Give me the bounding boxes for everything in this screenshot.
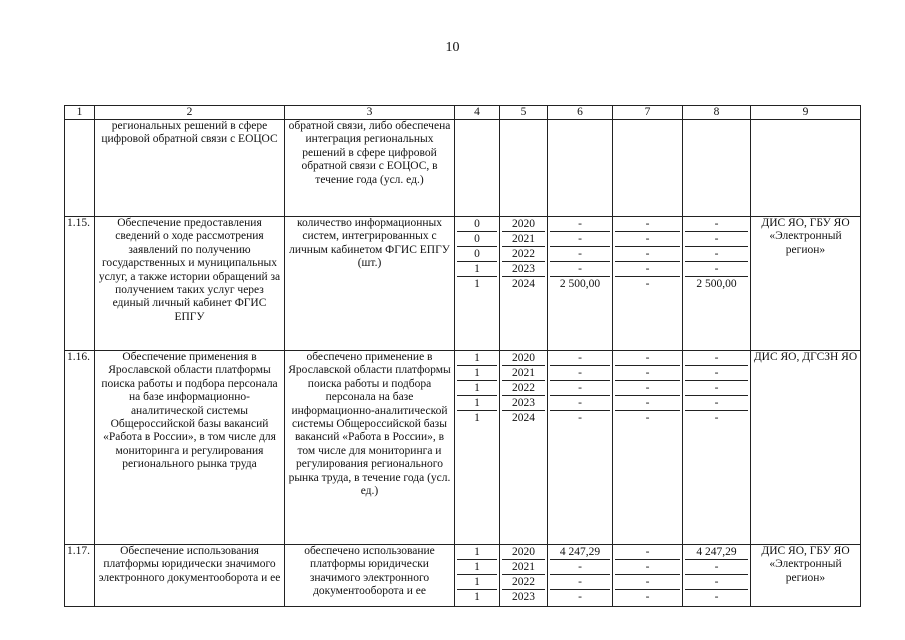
funding-total: - xyxy=(550,560,610,575)
column-header: 5 xyxy=(500,106,548,120)
funding-total: - xyxy=(550,351,610,366)
indicator-value: 1 xyxy=(474,591,480,603)
funding-col8: - xyxy=(685,247,748,262)
funding-col8: - xyxy=(685,232,748,247)
funding-total: - xyxy=(550,247,610,262)
event-text: Обеспечение использования платформы юридически значимого электронного документооборота и ее xyxy=(95,545,285,607)
responsible-text: ДИС ЯО, ГБУ ЯО «Электронный регион» xyxy=(751,545,861,607)
funding-col8: - xyxy=(685,351,748,366)
funding-col8: - xyxy=(685,396,748,411)
funding-col7: - xyxy=(615,262,680,277)
indicator-value: 1 xyxy=(457,262,497,277)
indicator-value: 1 xyxy=(474,412,480,424)
indicator-text: обратной связи, либо обеспечена интеграция региональных решений в сфере цифровой обратной связи с ЕОЦОС, в течение года (усл. ед.) xyxy=(285,120,455,217)
indicator-value: 1 xyxy=(457,381,497,396)
year-cell: 2024 xyxy=(512,412,535,424)
year-cell: 2020 xyxy=(502,351,545,366)
year-cell: 2021 xyxy=(502,232,545,247)
indicator-value: 0 xyxy=(457,232,497,247)
year-cell: 2024 xyxy=(512,278,535,290)
column-header: 8 xyxy=(683,106,751,120)
funding-total: - xyxy=(550,262,610,277)
indicator-value: 1 xyxy=(457,366,497,381)
year-cell: 2021 xyxy=(502,366,545,381)
year-cell: 2021 xyxy=(502,560,545,575)
continuation-row xyxy=(65,120,861,217)
funding-col8: - xyxy=(714,412,719,424)
year-cell: 2023 xyxy=(502,396,545,411)
year-cell: 2023 xyxy=(512,591,535,603)
indicator-value: 1 xyxy=(457,396,497,411)
year-cell: 2023 xyxy=(502,262,545,277)
column-header: 2 xyxy=(95,106,285,120)
funding-col7: - xyxy=(615,351,680,366)
table-row xyxy=(65,545,861,607)
year-cell: 2022 xyxy=(502,247,545,262)
indicator-value: 1 xyxy=(474,278,480,290)
funding-col8: - xyxy=(685,366,748,381)
funding-col8: - xyxy=(685,381,748,396)
funding-total: - xyxy=(578,412,582,424)
funding-col7: - xyxy=(615,217,680,232)
funding-total: - xyxy=(550,366,610,381)
column-header: 9 xyxy=(751,106,861,120)
column-header: 1 xyxy=(65,106,95,120)
funding-total: - xyxy=(578,591,582,603)
year-cell: 2022 xyxy=(502,381,545,396)
program-table xyxy=(64,105,861,607)
column-header: 4 xyxy=(455,106,500,120)
column-header: 7 xyxy=(613,106,683,120)
funding-col7: - xyxy=(645,278,650,290)
funding-total: 2 500,00 xyxy=(559,278,601,290)
funding-col7: - xyxy=(615,232,680,247)
funding-col8: - xyxy=(685,575,748,590)
funding-total: - xyxy=(550,575,610,590)
funding-col7: - xyxy=(615,575,680,590)
funding-col8: - xyxy=(714,591,719,603)
funding-col8: 4 247,29 xyxy=(685,545,748,560)
row-number: 1.17. xyxy=(65,545,95,607)
indicator-text: обеспечено применение в Ярославской области платформы поиска работы и подбора персонала на базе информационно-аналитической системы Общероссийской базы вакансий «Работа в России», в том числе для мониторинга и регулирования регионального рынка труда, в течение года (усл. ед.) xyxy=(285,351,455,545)
funding-col8: - xyxy=(685,262,748,277)
indicator-value: 0 xyxy=(457,217,497,232)
year-cell: 2022 xyxy=(502,575,545,590)
row-number: 1.16. xyxy=(65,351,95,545)
responsible-text: ДИС ЯО, ГБУ ЯО «Электронный регион» xyxy=(751,217,861,351)
year-cell: 2020 xyxy=(502,217,545,232)
column-header: 6 xyxy=(548,106,613,120)
indicator-value: 1 xyxy=(457,545,497,560)
funding-col8: - xyxy=(685,560,748,575)
row-number: 1.15. xyxy=(65,217,95,351)
responsible-text: ДИС ЯО, ДГСЗН ЯО xyxy=(751,351,861,545)
funding-col8: 2 500,00 xyxy=(696,278,737,290)
indicator-value: 0 xyxy=(457,247,497,262)
funding-col7: - xyxy=(645,412,650,424)
column-header: 3 xyxy=(285,106,455,120)
indicator-value: 1 xyxy=(457,351,497,366)
funding-col7: - xyxy=(615,545,680,560)
funding-col7: - xyxy=(645,591,650,603)
indicator-value: 1 xyxy=(457,560,497,575)
event-text: Обеспечение предоставления сведений о ходе рассмотрения заявлений по получению государственных и муниципальных услуг, а также истории обращений за получением таких услуг через единый личный кабинет ФГИС ЕПГУ xyxy=(95,217,285,351)
page-number: 10 xyxy=(445,40,460,55)
funding-col7: - xyxy=(615,381,680,396)
funding-col7: - xyxy=(615,560,680,575)
indicator-text: количество информационных систем, интегрированных с личным кабинетом ФГИС ЕПГУ (шт.) xyxy=(285,217,455,351)
funding-total: - xyxy=(550,381,610,396)
indicator-text: обеспечено использование платформы юридически значимого электронного документооборота и ее xyxy=(285,545,455,607)
funding-total: - xyxy=(550,232,610,247)
funding-col7: - xyxy=(615,396,680,411)
funding-total: - xyxy=(550,396,610,411)
indicator-value: 1 xyxy=(457,575,497,590)
funding-col7: - xyxy=(615,366,680,381)
funding-col8: - xyxy=(685,217,748,232)
funding-col7: - xyxy=(615,247,680,262)
column-header-row xyxy=(65,106,861,120)
table-row xyxy=(65,217,861,351)
funding-total: - xyxy=(550,217,610,232)
year-cell: 2020 xyxy=(502,545,545,560)
funding-total: 4 247,29 xyxy=(550,545,610,560)
event-text: региональных решений в сфере цифровой обратной связи с ЕОЦОС xyxy=(95,120,285,217)
event-text: Обеспечение применения в Ярославской области платформы поиска работы и подбора персонала на базе информационно-аналитической системы Общероссийской базы вакансий «Работа в России», в том числе для мониторинга и регулирования регионального рынка труда xyxy=(95,351,285,545)
table-row xyxy=(65,351,861,545)
